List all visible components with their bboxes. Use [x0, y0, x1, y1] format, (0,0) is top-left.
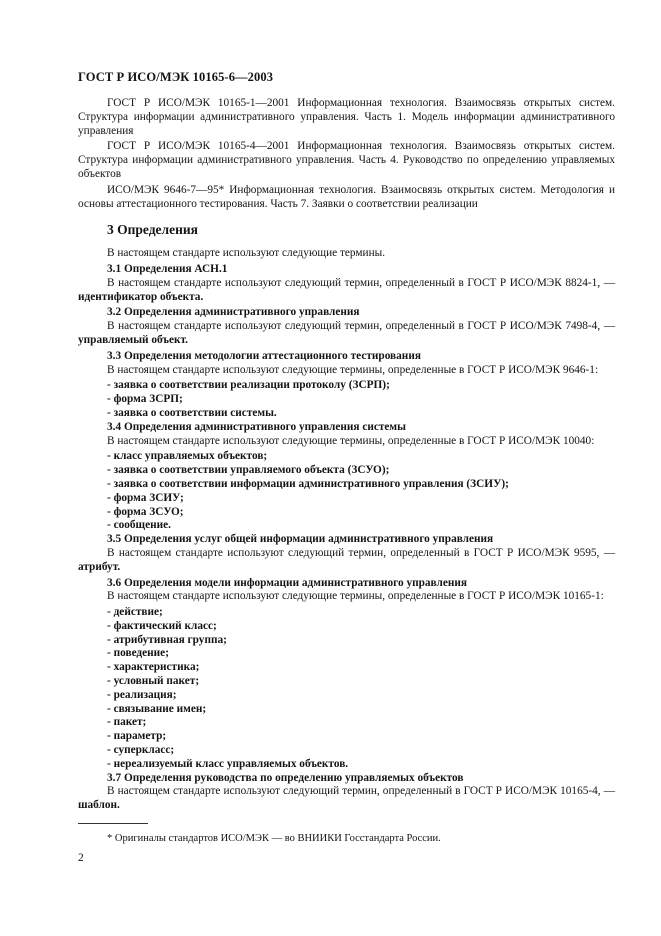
term-item: - связывание имен; [107, 702, 207, 715]
subsection-title-3-7: 3.7 Определения руководства по определению управляемых объектов [107, 771, 464, 784]
term: управляемый объект. [78, 333, 189, 346]
subsection-title-3-3: 3.3 Определения методологии аттестационного тестирования [107, 349, 421, 362]
term-item: - форма ЗСИУ; [107, 491, 184, 504]
term-item: - форма ЗСУО; [107, 505, 184, 518]
reference-1: ГОСТ Р ИСО/МЭК 10165-1—2001 Информационная технология. Взаимосвязь открытых систем. Структура информации административного управления. Часть 1. Модель информации административного управления [78, 97, 615, 137]
footnote-divider [78, 823, 148, 824]
term: идентификатор объекта. [78, 290, 204, 303]
term: атрибут. [78, 560, 121, 573]
term-item: - реализация; [107, 688, 177, 701]
subsection-text-3-7: В настоящем стандарте используют следующий термин, определенный в ГОСТ Р ИСО/МЭК 10165-4, — шаблон. [78, 785, 615, 812]
term-item: - сообщение. [107, 519, 171, 532]
term-item: - атрибутивная группа; [107, 633, 227, 646]
term-item: - характеристика; [107, 661, 200, 674]
term-item: - заявка о соответствии управляемого объекта (ЗСУО); [107, 464, 390, 477]
subsection-text-3-5: В настоящем стандарте используют следующий термин, определенный в ГОСТ Р ИСО/МЭК 9595, — атрибут. [78, 546, 615, 573]
term-item: - условный пакет; [107, 675, 200, 688]
term-item: - пакет; [107, 716, 147, 729]
subsection-title-3-5: 3.5 Определения услуг общей информации административного управления [107, 533, 494, 546]
reference-3: ИСО/МЭК 9646-7—95* Информационная технология. Взаимосвязь открытых систем. Методология и основы аттестационного тестирования. Часть 7. Заявки о соответствии реализации [78, 183, 615, 210]
subsection-text-3-1: В настоящем стандарте используют следующий термин, определенный в ГОСТ Р ИСО/МЭК 8824-1, — идентификатор объекта. [78, 276, 615, 303]
section-intro: В настоящем стандарте используют следующие термины. [107, 247, 386, 260]
term-item: - действие; [107, 606, 163, 619]
term-item: - суперкласс; [107, 744, 175, 757]
page-number: 2 [78, 852, 84, 864]
document-header: ГОСТ Р ИСО/МЭК 10165-6—2003 [78, 70, 274, 84]
term-item: - параметр; [107, 730, 167, 743]
term-item: - форма ЗСРП; [107, 393, 183, 406]
term-item: - класс управляемых объектов; [107, 450, 268, 463]
subsection-title-3-6: 3.6 Определения модели информации административного управления [107, 576, 467, 589]
footnote: * Оригиналы стандартов ИСО/МЭК — во ВНИИКИ Госстандарта России. [107, 833, 441, 844]
subsection-title-3-2: 3.2 Определения административного управления [107, 306, 360, 319]
term-item: - заявка о соответствии реализации протоколу (ЗСРП); [107, 379, 390, 392]
subsection-title-3-1: 3.1 Определения АСН.1 [107, 262, 228, 275]
subsection-text-3-4: В настоящем стандарте используют следующие термины, определенные в ГОСТ Р ИСО/МЭК 10040: [107, 434, 595, 447]
reference-2: ГОСТ Р ИСО/МЭК 10165-4—2001 Информационная технология. Взаимосвязь открытых систем. Структура информации административного управления. Часть 4. Руководство по определению управляемых объектов [78, 140, 615, 180]
subsection-text-3-2: В настоящем стандарте используют следующий термин, определенный в ГОСТ Р ИСО/МЭК 7498-4, — управляемый объект. [78, 320, 615, 346]
term: шаблон. [78, 799, 120, 812]
section-title: 3 Определения [107, 222, 198, 238]
subsection-text-3-6: В настоящем стандарте используют следующие термины, определенные в ГОСТ Р ИСО/МЭК 10165-1: [107, 590, 604, 603]
document-body [78, 97, 615, 815]
subsection-text-3-3: В настоящем стандарте используют следующие термины, определенные в ГОСТ Р ИСО/МЭК 9646-1: [107, 363, 599, 376]
term-item: - заявка о соответствии информации административного управления (ЗСИУ); [107, 477, 509, 490]
term-item: - заявка о соответствии системы. [107, 406, 277, 419]
term-item: - фактический класс; [107, 619, 217, 632]
term-item: - нереализуемый класс управляемых объектов. [107, 757, 349, 770]
subsection-title-3-4: 3.4 Определения административного управления системы [107, 420, 406, 433]
term-item: - поведение; [107, 647, 169, 660]
